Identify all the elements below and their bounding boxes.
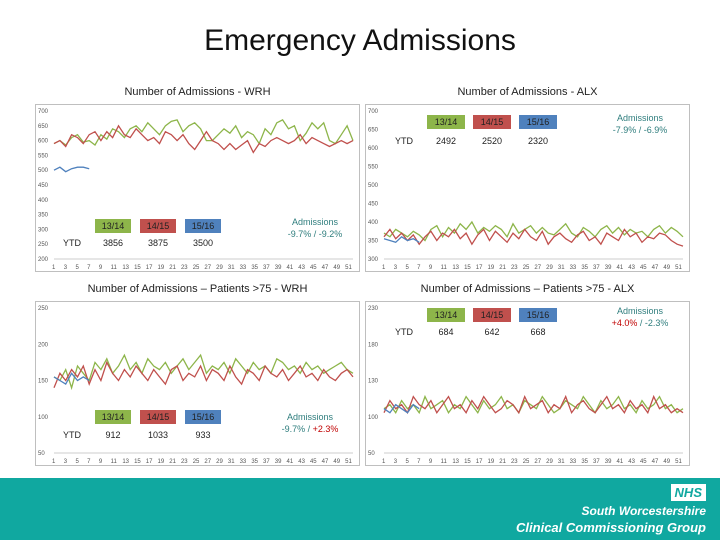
y-tick-label: 50 bbox=[38, 451, 45, 457]
x-tick-label: 21 bbox=[169, 459, 176, 465]
annotation-values bbox=[260, 228, 370, 240]
x-tick-label: 31 bbox=[557, 265, 565, 271]
y-tick-label: 400 bbox=[368, 220, 379, 226]
ytd-value-1314: 2492 bbox=[435, 136, 457, 146]
legend-1516: 15/16 bbox=[519, 115, 557, 129]
x-tick-label: 3 bbox=[63, 265, 68, 271]
x-tick-label: 43 bbox=[298, 265, 305, 271]
plot-area bbox=[35, 301, 360, 466]
legend-1415: 14/15 bbox=[140, 410, 176, 424]
x-tick-label: 37 bbox=[263, 265, 270, 271]
ytd-value-1415: 3875 bbox=[147, 238, 169, 248]
chart-title: Number of Admissions - WRH bbox=[124, 86, 271, 98]
annotation-change-2: -6.9% bbox=[643, 125, 668, 135]
x-tick-label: 9 bbox=[98, 459, 103, 465]
x-tick-label: 33 bbox=[239, 459, 247, 465]
x-tick-label: 23 bbox=[510, 459, 518, 465]
x-tick-label: 23 bbox=[180, 459, 188, 465]
x-tick-label: 3 bbox=[393, 265, 398, 271]
legend-1314: 13/14 bbox=[427, 308, 465, 322]
annotation-change-1: -9.7% bbox=[281, 424, 306, 434]
chart-title: Number of Admissions – Patients >75 - ALX bbox=[420, 283, 635, 295]
x-tick-label: 13 bbox=[122, 265, 130, 271]
x-tick-label: 37 bbox=[593, 265, 600, 271]
x-tick-label: 5 bbox=[75, 265, 79, 271]
legend-1415: 14/15 bbox=[473, 115, 511, 129]
x-tick-label: 1 bbox=[52, 265, 56, 271]
chart-panel-alx bbox=[365, 86, 690, 272]
chart-panel-wrh bbox=[35, 86, 360, 272]
legend-1314: 13/14 bbox=[95, 410, 131, 424]
ytd-value-1415: 1033 bbox=[147, 430, 169, 440]
y-tick-label: 600 bbox=[38, 138, 49, 145]
ytd-label: YTD bbox=[63, 238, 81, 248]
x-tick-label: 25 bbox=[522, 265, 530, 271]
line-chart bbox=[36, 302, 359, 465]
annotation-change-2: -9.2% bbox=[318, 229, 343, 239]
x-tick-label: 19 bbox=[157, 265, 165, 271]
x-tick-label: 51 bbox=[675, 459, 682, 465]
y-tick-label: 700 bbox=[368, 109, 379, 115]
x-tick-label: 33 bbox=[569, 459, 577, 465]
x-tick-label: 17 bbox=[145, 265, 153, 271]
x-tick-label: 15 bbox=[134, 459, 141, 465]
x-tick-label: 41 bbox=[616, 265, 624, 271]
x-tick-label: 17 bbox=[475, 459, 483, 465]
ytd-value-1314: 912 bbox=[105, 430, 121, 440]
x-tick-label: 41 bbox=[616, 459, 624, 465]
annotation-sep: / bbox=[637, 318, 645, 328]
x-tick-label: 21 bbox=[499, 459, 506, 465]
x-tick-label: 23 bbox=[510, 265, 518, 271]
y-tick-label: 550 bbox=[38, 153, 49, 160]
y-tick-label: 250 bbox=[38, 306, 49, 312]
annotation-change-1: -7.9% bbox=[612, 125, 637, 135]
x-tick-label: 37 bbox=[263, 459, 270, 465]
x-tick-label: 35 bbox=[581, 265, 589, 271]
admissions-annotation bbox=[260, 411, 360, 435]
ytd-value-1314: 3856 bbox=[102, 238, 124, 248]
x-tick-label: 47 bbox=[651, 265, 659, 271]
y-tick-label: 550 bbox=[368, 164, 379, 171]
org-name-line1: South Worcestershire bbox=[581, 504, 706, 518]
x-tick-label: 31 bbox=[227, 459, 235, 465]
x-tick-label: 1 bbox=[382, 459, 386, 465]
x-tick-label: 33 bbox=[239, 265, 247, 271]
y-tick-label: 500 bbox=[368, 183, 379, 189]
chart-panel-alx-over75 bbox=[365, 283, 690, 466]
x-tick-label: 35 bbox=[251, 459, 259, 465]
series-line-1314 bbox=[384, 222, 683, 241]
nhs-logo: NHS bbox=[671, 484, 706, 501]
x-tick-label: 11 bbox=[440, 265, 447, 271]
footer-banner bbox=[0, 478, 720, 540]
x-tick-label: 7 bbox=[87, 459, 91, 465]
x-tick-label: 29 bbox=[546, 459, 553, 465]
admissions-annotation bbox=[590, 112, 690, 136]
x-tick-label: 41 bbox=[286, 265, 294, 271]
x-tick-label: 49 bbox=[663, 265, 671, 271]
x-tick-label: 25 bbox=[192, 459, 200, 465]
x-tick-label: 51 bbox=[345, 265, 352, 271]
ytd-value-1516: 933 bbox=[195, 430, 211, 440]
x-tick-label: 21 bbox=[169, 265, 176, 271]
x-tick-label: 27 bbox=[534, 459, 542, 465]
ytd-label: YTD bbox=[395, 136, 413, 146]
y-tick-label: 450 bbox=[368, 201, 379, 208]
x-tick-label: 29 bbox=[216, 459, 223, 465]
x-tick-label: 49 bbox=[663, 459, 671, 465]
y-tick-label: 100 bbox=[368, 414, 379, 421]
ytd-value-1516: 2320 bbox=[527, 136, 549, 146]
x-tick-label: 45 bbox=[309, 459, 317, 465]
chart-panel-wrh-over75 bbox=[35, 283, 360, 466]
y-tick-label: 700 bbox=[38, 109, 49, 115]
y-tick-label: 600 bbox=[368, 146, 379, 152]
annotation-change-1: +4.0% bbox=[611, 318, 638, 328]
y-tick-label: 200 bbox=[38, 342, 49, 349]
chart-title: Number of Admissions – Patients >75 - WRH bbox=[87, 283, 308, 295]
x-tick-label: 25 bbox=[192, 265, 200, 271]
x-tick-label: 27 bbox=[204, 265, 212, 271]
x-tick-label: 21 bbox=[499, 265, 506, 271]
x-tick-label: 37 bbox=[593, 459, 600, 465]
x-tick-label: 51 bbox=[345, 459, 352, 465]
x-tick-label: 47 bbox=[651, 459, 659, 465]
x-tick-label: 49 bbox=[333, 265, 341, 271]
legend-1314: 13/14 bbox=[427, 115, 465, 129]
x-tick-label: 19 bbox=[487, 459, 495, 465]
ytd-label: YTD bbox=[63, 430, 81, 440]
ytd-value-1516: 668 bbox=[530, 327, 546, 337]
series-line-1314 bbox=[384, 397, 683, 413]
y-tick-label: 650 bbox=[368, 127, 379, 134]
y-tick-label: 130 bbox=[368, 378, 379, 385]
x-tick-label: 1 bbox=[382, 265, 386, 271]
series-line-1314 bbox=[54, 355, 353, 388]
y-tick-label: 200 bbox=[38, 257, 49, 263]
x-tick-label: 23 bbox=[180, 265, 188, 271]
annotation-title: Admissions bbox=[291, 217, 338, 227]
y-tick-label: 230 bbox=[368, 306, 379, 312]
ytd-value-1516: 3500 bbox=[192, 238, 214, 248]
series-line-1516 bbox=[54, 167, 89, 172]
annotation-change-2: -2.3% bbox=[644, 318, 669, 328]
x-tick-label: 5 bbox=[75, 459, 79, 465]
x-tick-label: 39 bbox=[604, 459, 612, 465]
y-tick-label: 300 bbox=[368, 257, 379, 263]
x-tick-label: 29 bbox=[546, 265, 553, 271]
annotation-sep: / bbox=[311, 229, 319, 239]
legend-1415: 14/15 bbox=[473, 308, 511, 322]
y-tick-label: 300 bbox=[38, 227, 49, 234]
x-tick-label: 15 bbox=[134, 265, 141, 271]
x-tick-label: 35 bbox=[581, 459, 589, 465]
x-tick-label: 39 bbox=[604, 265, 612, 271]
annotation-values bbox=[260, 423, 360, 435]
x-tick-label: 39 bbox=[274, 265, 282, 271]
x-tick-label: 45 bbox=[639, 265, 647, 271]
y-tick-label: 250 bbox=[38, 242, 49, 249]
x-tick-label: 49 bbox=[333, 459, 341, 465]
x-tick-label: 5 bbox=[405, 265, 409, 271]
y-tick-label: 350 bbox=[368, 238, 379, 245]
legend-1516: 15/16 bbox=[519, 308, 557, 322]
x-tick-label: 7 bbox=[87, 265, 91, 271]
y-tick-label: 180 bbox=[368, 342, 379, 349]
annotation-change-1: -9.7% bbox=[287, 229, 312, 239]
x-tick-label: 17 bbox=[475, 265, 483, 271]
admissions-annotation bbox=[590, 305, 690, 329]
x-tick-label: 25 bbox=[522, 459, 530, 465]
x-tick-label: 11 bbox=[110, 265, 117, 271]
y-tick-label: 450 bbox=[38, 183, 49, 189]
x-tick-label: 11 bbox=[440, 459, 447, 465]
x-tick-label: 19 bbox=[157, 459, 165, 465]
x-tick-label: 13 bbox=[452, 459, 460, 465]
x-tick-label: 43 bbox=[298, 459, 305, 465]
legend-1516: 15/16 bbox=[185, 219, 221, 233]
legend-1415: 14/15 bbox=[140, 219, 176, 233]
x-tick-label: 35 bbox=[251, 265, 259, 271]
annotation-title: Admissions bbox=[616, 113, 663, 123]
legend-1314: 13/14 bbox=[95, 219, 131, 233]
x-tick-label: 27 bbox=[534, 265, 542, 271]
x-tick-label: 13 bbox=[452, 265, 460, 271]
x-tick-label: 5 bbox=[405, 459, 409, 465]
x-tick-label: 41 bbox=[286, 459, 294, 465]
x-tick-label: 33 bbox=[569, 265, 577, 271]
y-tick-label: 650 bbox=[38, 123, 49, 130]
ytd-label: YTD bbox=[395, 327, 413, 337]
x-tick-label: 9 bbox=[428, 459, 433, 465]
ytd-value-1415: 642 bbox=[484, 327, 500, 337]
annotation-values bbox=[590, 124, 690, 136]
x-tick-label: 17 bbox=[145, 459, 153, 465]
x-tick-label: 47 bbox=[321, 459, 329, 465]
x-tick-label: 7 bbox=[417, 459, 421, 465]
x-tick-label: 1 bbox=[52, 459, 56, 465]
y-tick-label: 100 bbox=[38, 414, 49, 421]
annotation-change-2: +2.3% bbox=[312, 424, 339, 434]
legend-1516: 15/16 bbox=[185, 410, 221, 424]
admissions-annotation bbox=[260, 216, 370, 240]
x-tick-label: 31 bbox=[227, 265, 235, 271]
org-name-line2: Clinical Commissioning Group bbox=[516, 520, 706, 535]
annotation-values bbox=[590, 317, 690, 329]
x-tick-label: 7 bbox=[417, 265, 421, 271]
annotation-title: Admissions bbox=[616, 306, 663, 316]
x-tick-label: 31 bbox=[557, 459, 565, 465]
x-tick-label: 29 bbox=[216, 265, 223, 271]
x-tick-label: 43 bbox=[628, 265, 635, 271]
series-line-1516 bbox=[384, 237, 419, 243]
x-tick-label: 19 bbox=[487, 265, 495, 271]
x-tick-label: 51 bbox=[675, 265, 682, 271]
y-tick-label: 50 bbox=[368, 451, 375, 457]
x-tick-label: 45 bbox=[639, 459, 647, 465]
annotation-sep: / bbox=[636, 125, 644, 135]
x-tick-label: 13 bbox=[122, 459, 130, 465]
x-tick-label: 15 bbox=[464, 459, 471, 465]
x-tick-label: 47 bbox=[321, 265, 329, 271]
x-tick-label: 43 bbox=[628, 459, 635, 465]
x-tick-label: 9 bbox=[428, 265, 433, 271]
ytd-value-1415: 2520 bbox=[481, 136, 503, 146]
x-tick-label: 3 bbox=[63, 459, 68, 465]
chart-title: Number of Admissions - ALX bbox=[457, 86, 598, 98]
x-tick-label: 11 bbox=[110, 459, 117, 465]
x-tick-label: 45 bbox=[309, 265, 317, 271]
annotation-sep: / bbox=[305, 424, 313, 434]
y-tick-label: 400 bbox=[38, 197, 49, 204]
y-tick-label: 150 bbox=[38, 378, 49, 385]
x-tick-label: 3 bbox=[393, 459, 398, 465]
x-tick-label: 15 bbox=[464, 265, 471, 271]
y-tick-label: 500 bbox=[38, 168, 49, 175]
ytd-value-1314: 684 bbox=[438, 327, 454, 337]
slide-title: Emergency Admissions bbox=[204, 24, 516, 57]
x-tick-label: 27 bbox=[204, 459, 212, 465]
x-tick-label: 9 bbox=[98, 265, 103, 271]
y-tick-label: 350 bbox=[38, 212, 49, 219]
x-tick-label: 39 bbox=[274, 459, 282, 465]
annotation-title: Admissions bbox=[286, 412, 333, 422]
